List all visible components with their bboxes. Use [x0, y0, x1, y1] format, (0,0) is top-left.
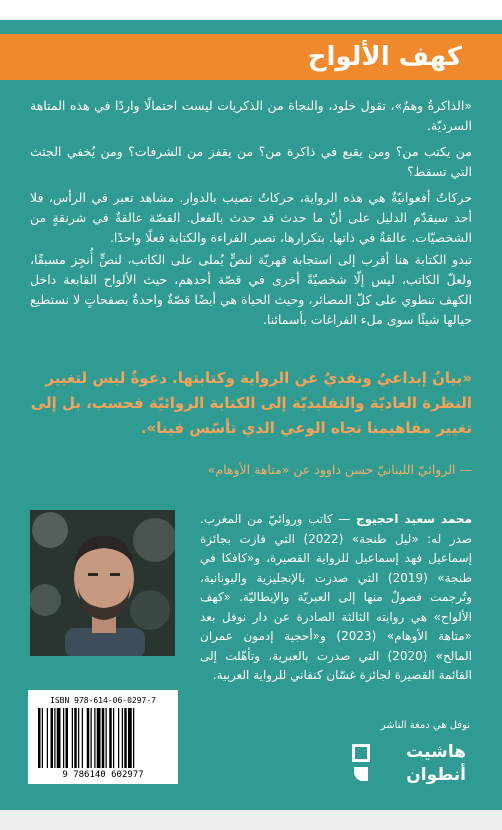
author-bio [200, 510, 472, 686]
barcode-bar [66, 708, 69, 768]
author-name: محمد سعيد احجيوج [355, 512, 472, 526]
barcode-bar [63, 708, 64, 768]
barcode-bar [78, 708, 79, 768]
barcode-bar [128, 708, 132, 768]
barcode-bar [124, 708, 127, 768]
synopsis-paragraph-2: من يكتب من؟ ومن يقبع في ذاكرة من؟ من يقفز من الشرفات؟ ومن يُخفي الجثث التي تسقط؟ [30, 144, 472, 179]
barcode [28, 690, 178, 784]
barcode-bar [122, 708, 123, 768]
barcode-bar [106, 708, 107, 768]
barcode-bar [109, 708, 112, 768]
barcode-bar [47, 708, 48, 768]
synopsis-paragraph-4: تبدو الكتابة هنا أقرب إلى استجابة قهريّة لنصٍّ يُملى على الكاتب، لنصٍّ أُنجِز مسبقًا، ولعلّ الكاتب، ليس إلّا شخصيّةً أخرى في قصّة أحدهم، حيث الألواح القابعة داخل الكهف تنطوي على كلّ المصائر، وحيث الحياة هي أيضًا قصّةٌ واحدةٌ بصفحاتٍ لا نستطيع حيالها شيئًا سوى ملء الفراغات بأسمائنا. [30, 252, 472, 327]
author-photo [30, 510, 175, 656]
author-bio-text: — كاتب وروائيّ من المغرب. صدر له: «ليل طنجة» (2022) التي فازت بجائزة إسماعيل فهد إسماعيل للرواية القصيرة، و«كافكا في طنجة» (2019) التي صدرت بالإنجليزية واليونانية، وتُرجمت فصولٌ منها إلى العبريّة والإيطاليّة. «كهف الألواح» هي روايته الثالثة الصادرة عن دار نوفل بعد «متاهة الأوهام» (2023) و«أحجية إدمون عمران المالح» (2020) التي صدرت بالعبرية، وتأهّلت إلى القائمة القصيرة لجائزة غسّان كنفاني للرواية العربية. [200, 512, 472, 682]
barcode-bar [42, 708, 43, 768]
review-quote: «بيانٌ إبداعيٌ ونقديٌ عن الرواية وكتابتها. دعوةٌ ليس لتغيير النظرة العاديّة والتقليديّة إلى الكتابة الروائيّة فحسب، بل إلى تغيير مفاهيمنا تجاه الوعي الذي تأسّس فينا». [30, 369, 472, 437]
barcode-bar [91, 708, 92, 768]
barcode-bar [51, 708, 54, 768]
publisher-logo-a-icon [354, 767, 368, 781]
barcode-bar [82, 708, 83, 768]
isbn-label: ISBN 978-614-06-0297-7 [50, 696, 156, 705]
barcode-bar [38, 708, 41, 768]
barcode-bar [72, 708, 73, 768]
barcode-bar [87, 708, 90, 768]
barcode-bar [97, 708, 101, 768]
barcode-number: 9 786140 602977 [62, 770, 144, 780]
publisher-name-line-1: هاشيت [406, 742, 466, 762]
publisher-logo-h-icon [352, 744, 370, 762]
barcode-bar [102, 708, 105, 768]
quote-attribution: — الروائيّ اللبنانيّ حسن داوود عن «متاهة الأوهام» [207, 462, 472, 477]
title-band [0, 34, 502, 80]
barcode-bar [94, 708, 95, 768]
barcode-bar [74, 708, 77, 768]
book-title: كهف الألواح [307, 42, 462, 72]
imprint-note: نوفل هي دمغة الناشر [380, 720, 470, 731]
publisher-name-line-2: أنطوان [406, 765, 466, 785]
barcode-bar [118, 708, 119, 768]
top-margin [0, 0, 502, 20]
barcode-bar [54, 708, 55, 768]
bottom-margin [0, 810, 502, 830]
synopsis-paragraph-1: «الذاكرةُ وهمٌ»، تقول خلود، والنجاة من الذكريات ليست احتمالًا واردًا في هذه المتاهة السرديّة. [30, 98, 472, 133]
barcode-bar [133, 708, 134, 768]
synopsis-paragraph-3: حركاتٌ أفعوانيّةٌ هي هذه الرواية، حركاتٌ تصيب بالدوار. مشاهد تعبر في الرأس، فلا أحد سيقدّم الدليل على أنّ ما حدث قد حدث بالفعل. القصّة عالقةٌ في شرنقةٍ من الشخصيّات. عالقةٌ في ذاتها. بتكرارها، تصير القراءة والكتابة فعلًا واحدًا. [30, 190, 472, 245]
barcode-bar [113, 708, 114, 768]
barcode-bar [57, 708, 61, 768]
barcode-bars [36, 708, 170, 768]
